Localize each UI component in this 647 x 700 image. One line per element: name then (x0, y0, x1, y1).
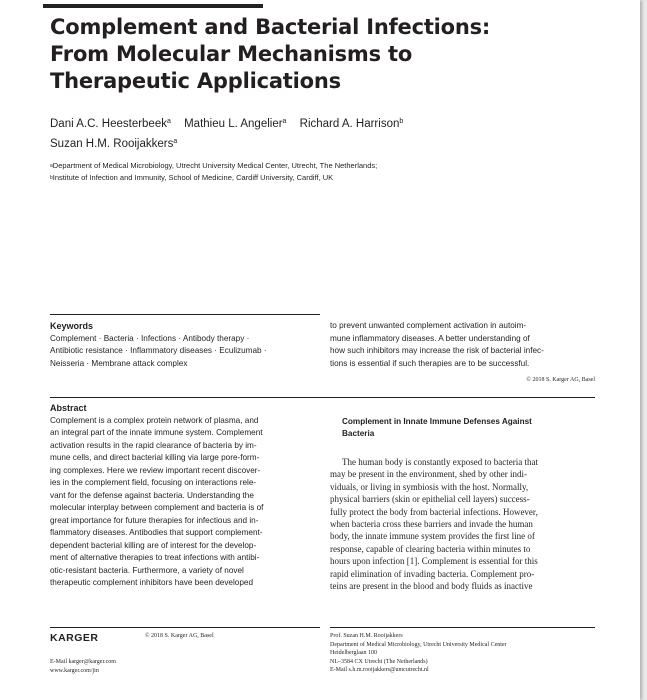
affiliation: $^b$Institute of Infection and Immunity, School of Medicine, Cardiff University, Cardiff, UK (50, 173, 334, 182)
footer-rule-right (330, 627, 595, 628)
abstract-line: therapeutic complement inhibitors have been developed (50, 578, 254, 587)
abstract-line: mune inflammatory diseases. A better understanding of (330, 333, 530, 343)
abstract-line: tions is essential if such therapies are to be successful. (330, 358, 530, 368)
address-line: Department of Medical Microbiology, Utrecht University Medical Center (330, 641, 507, 648)
keywords-heading: Keywords (50, 321, 94, 331)
correspondence-address (330, 632, 590, 675)
abstract-line: dependent bacterial killing are of interest for the develop- (50, 540, 257, 550)
abstract-line: flammatory diseases. Antibodies that support complement- (50, 528, 263, 537)
body-line: may be present in the environment, shed by other indi- (330, 469, 527, 480)
abstract-line: otic-resistant bacteria. Furthermore, a variety of novel (50, 565, 244, 575)
article-title (50, 14, 610, 95)
keywords-block (50, 320, 320, 370)
title-line: Complement and Bacterial Infections: (50, 15, 491, 39)
body-line: response, capable of clearing bacteria within minutes to (330, 543, 531, 554)
abstract-line: great importance for future therapies for infectious and in- (50, 515, 259, 525)
publisher-contact (50, 658, 116, 676)
author: Richard A. Harrison$^b$ (299, 118, 404, 130)
footer-rule-left (50, 627, 320, 628)
body-line: viduals, or living in symbiosis with the host. Normally, (330, 481, 529, 492)
body-line: physical barriers (skin or epithelial cell layers) success- (330, 494, 530, 505)
body-line: when bacteria cross these barriers and invade the human (330, 519, 533, 530)
author: Suzan H.M. Rooijakkers$^a$ (50, 138, 178, 150)
body-line: teins are present in the blood and body fluids as inactive (330, 581, 533, 592)
address-line: Heidelberglaan 100 (330, 650, 378, 656)
abstract-line: mune cells, and direct bacterial killing via large pore-form- (50, 453, 260, 462)
author-list (50, 114, 570, 154)
contact-website[interactable]: www.karger.com/jin (50, 668, 99, 674)
affiliations (50, 160, 590, 184)
abstract-heading: Abstract (50, 403, 87, 413)
abstract-line: how such inhibitors may increase the risk of bacterial infec- (330, 346, 544, 355)
author: Mathieu L. Angelier$^a$ (184, 118, 287, 130)
publisher-logo: KARGER (50, 632, 99, 644)
keywords-line: Complement · Bacteria · Infections · Antibody therapy · (50, 333, 250, 343)
affiliation: $^a$Department of Medical Microbiology, Utrecht University Medical Center, Utrecht, The Netherlands; (50, 161, 378, 170)
abstract-line: vant for the defense against bacteria. Understanding the (50, 490, 254, 500)
body-line: fully protect the body from bacterial infections. However, (330, 506, 538, 517)
address-line: NL–3584 CX Utrecht (The Netherlands) (330, 658, 428, 665)
title-line: From Molecular Mechanisms to (50, 42, 413, 66)
abstract-line: ing complexes. Here we review important recent discover- (50, 465, 261, 475)
header-rule (43, 4, 263, 8)
section-body (330, 456, 595, 592)
abstract-line: activation results in the rapid clearance of bacteria by im- (50, 440, 257, 450)
contact-email[interactable]: E-Mail karger@karger.com (50, 659, 116, 665)
body-line: rapid elimination of invading bacteria. Complement pro- (330, 568, 535, 579)
body-line: body, the innate immune system provides the first line of (330, 531, 535, 542)
abstract-line: molecular interplay between complement and bacteria is of (50, 503, 264, 512)
abstract-continuation (330, 320, 595, 370)
abstract-rule (50, 397, 595, 398)
address-line: Prof. Suzan H.M. Rooijakkers (330, 633, 403, 639)
address-email[interactable]: E-Mail s.h.m.rooijakkers@umcutrecht.nl (330, 667, 429, 673)
keywords-line: Antibiotic resistance · Inflammatory diseases · Eculizumab · (50, 346, 267, 355)
section-heading: Complement in Innate Immune Defenses Against Bacteria (342, 417, 532, 438)
abstract-copyright: © 2018 S. Karger AG, Basel (526, 377, 595, 383)
abstract-line: ment of alternative therapies to treat infections with antibi- (50, 553, 260, 562)
body-line: hours upon infection [1]. Complement is essential for this (330, 556, 538, 567)
body-line: The human body is constantly exposed to bacteria that (342, 457, 538, 467)
abstract-line: Complement is a complex protein network of plasma, and (50, 415, 259, 425)
abstract-line: to prevent unwanted complement activation in autoim- (330, 321, 527, 330)
abstract-text (50, 415, 320, 590)
title-line: Therapeutic Applications (50, 69, 341, 93)
abstract-block (50, 402, 320, 590)
author: Dani A.C. Heesterbeek$^a$ (50, 118, 171, 130)
abstract-line: an integral part of the innate immune system. Complement (50, 428, 263, 437)
keywords-rule (50, 314, 320, 315)
keywords-line: Neisseria · Membrane attack complex (50, 358, 188, 368)
abstract-line: ies in the complement field, focusing on interactions rele- (50, 478, 257, 487)
footer-copyright: © 2018 S. Karger AG, Basel (145, 633, 214, 639)
